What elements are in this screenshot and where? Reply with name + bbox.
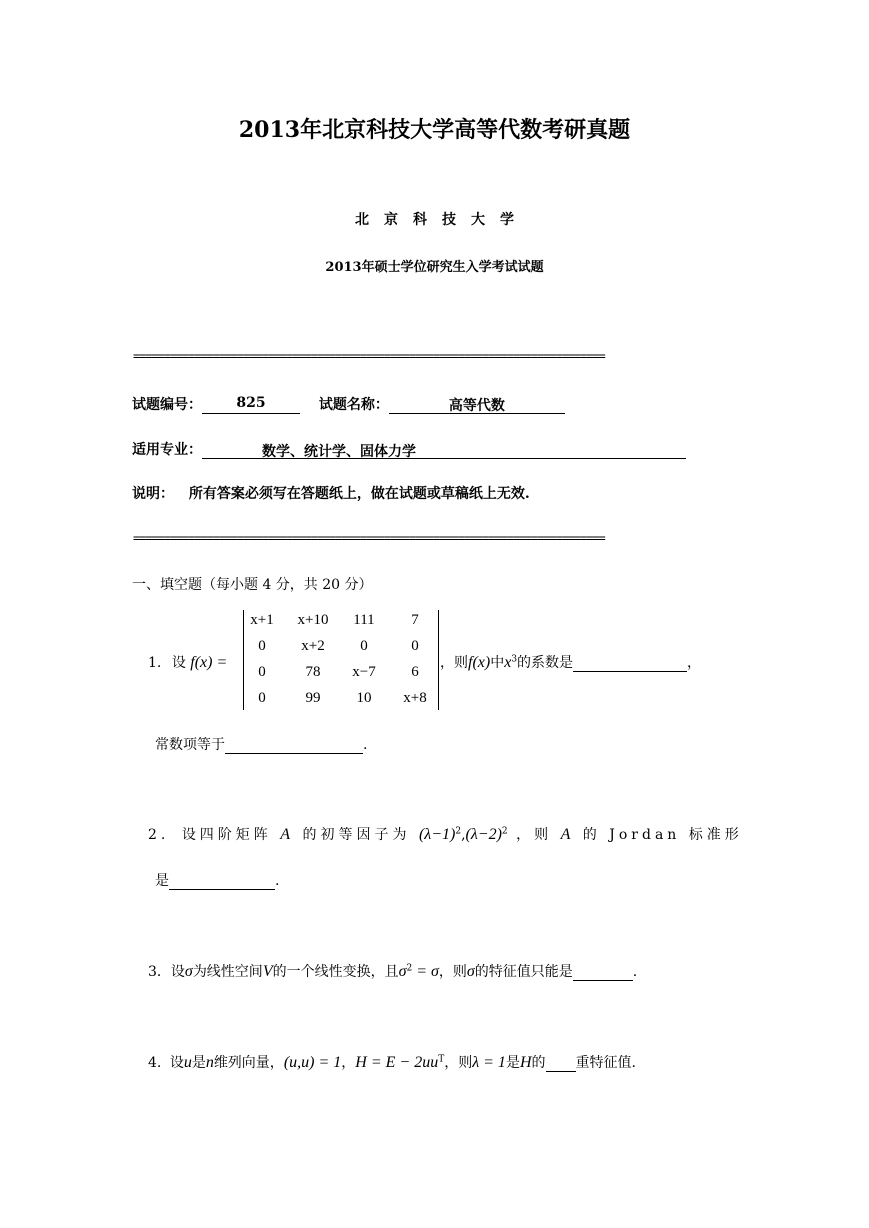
q2-text-c: ，则 (516, 827, 553, 843)
q3-eq: σ (398, 963, 407, 980)
document-title: 2013年北京科技大学高等代数考研真题 (238, 117, 631, 143)
matrix-cell: x−7 (352, 664, 376, 680)
matrix-cell: 10 (356, 690, 372, 706)
q3-line (148, 961, 637, 981)
note-row (132, 483, 530, 503)
q4-transpose: T (438, 1054, 445, 1065)
q1-fx: f(x) = (190, 654, 228, 671)
major-label: 适用专业： (132, 442, 202, 458)
q2-A2: A (560, 826, 575, 843)
q4-H-definition: H = E − 2uu (355, 1054, 439, 1071)
q2-end: . (275, 873, 280, 889)
q1-text-a: ，则 (440, 655, 468, 671)
q3-text-a: 设 (170, 964, 185, 980)
q1-text-b: 中 (490, 655, 505, 671)
matrix-cell: 0 (411, 638, 419, 654)
exam-name-value: 高等代数 (389, 395, 565, 414)
exam-name-label: 试题名称： (318, 397, 389, 413)
q2-text-a: 设四阶矩阵 (181, 827, 272, 843)
q4-answer-blank[interactable] (546, 1055, 576, 1072)
exam-code-value: 825 (202, 395, 300, 414)
matrix-cell: x+10 (297, 612, 329, 628)
q3-text-b: 为线性空间 (192, 964, 263, 980)
university-name: 北京科技大学 (355, 212, 529, 228)
matrix-cell: 7 (411, 612, 419, 628)
major-value: 数学、统计学、固体力学 (202, 441, 686, 459)
q1-line2-text: 常数项等于 (155, 737, 225, 753)
matrix-cell: x+1 (250, 612, 274, 628)
q1-fx2: f(x) (468, 654, 491, 671)
q3-eq-rest: = σ (412, 963, 439, 980)
q2-answer-blank[interactable] (169, 873, 275, 890)
matrix-cell: 0 (258, 638, 266, 654)
q2-line2-text: 是 (155, 873, 169, 889)
q4-n: n (205, 1054, 214, 1071)
q4-text-c: 维列向量， (213, 1055, 284, 1071)
q4-number: 4. (148, 1055, 162, 1071)
q2-separator: , (461, 827, 466, 843)
q1-x: x (504, 654, 512, 671)
q3-answer-blank[interactable] (573, 964, 633, 981)
q4-text-g: 的 (531, 1055, 546, 1071)
q3-text-d: ，则 (438, 964, 467, 980)
q3-sigma2: σ (466, 963, 475, 980)
q4-u: u (183, 1054, 192, 1071)
q2-text-b: 的初等因子为 (302, 827, 411, 843)
matrix-cell: x+8 (403, 690, 427, 706)
exam-code-label: 试题编号： (132, 397, 202, 413)
q2-factor-2: (λ−2) (465, 826, 502, 843)
matrix-cell: 99 (305, 690, 321, 706)
determinant-matrix (243, 610, 439, 710)
q2-power-2: 2 (501, 826, 508, 837)
q4-text-f: 是 (505, 1055, 520, 1071)
q1-text-c: 的系数是 (517, 655, 574, 671)
q2-line2 (155, 870, 279, 890)
exam-subtitle: 2013年硕士学位研究生入学考试试题 (325, 260, 544, 275)
q4-text-e: ，则 (444, 1055, 473, 1071)
q3-eq-power: 2 (406, 963, 413, 974)
matrix-cell: 111 (353, 612, 375, 628)
q4-line (148, 1052, 636, 1072)
q4-inner-product: (u,u) = 1 (283, 1054, 342, 1071)
matrix-cell: 0 (360, 638, 368, 654)
q2-line1 (148, 824, 743, 844)
q3-sigma: σ (184, 963, 193, 980)
q3-V: V (262, 963, 273, 980)
q3-text-e: 的特征值只能是 (474, 964, 573, 980)
q1-line2 (155, 734, 367, 754)
section-heading: 一、填空题（每小题 4 分，共 20 分） (132, 577, 373, 593)
separator-top: ============================================================================= (133, 349, 605, 363)
matrix-cell: x+2 (301, 638, 325, 654)
q4-H: H (519, 1054, 532, 1071)
q4-text-a: 设 (169, 1055, 184, 1071)
q1-prefix: 设 (171, 655, 186, 671)
q2-power-1: 2 (455, 826, 462, 837)
q1-end: . (363, 737, 368, 753)
q4-lambda: λ = 1 (472, 1054, 506, 1071)
matrix-cell: 78 (305, 664, 321, 680)
q2-text-d: 的 Jordan 标准形 (582, 827, 743, 843)
separator-bottom: ============================================================================= (133, 531, 605, 545)
q3-number: 3． (148, 964, 171, 980)
q4-text-d: ， (341, 1055, 356, 1071)
q2-factor-1: (λ−1) (418, 826, 456, 843)
q1-comma: ， (687, 655, 702, 671)
matrix-cell: 6 (411, 664, 419, 680)
note-text: 所有答案必须写在答题纸上，做在试题或草稿纸上无效. (188, 486, 530, 502)
q2-A: A (280, 826, 295, 843)
q3-text-c: 的一个线性变换，且 (272, 964, 399, 980)
note-label: 说明： (132, 486, 174, 502)
q4-text-h: 重特征值. (575, 1055, 636, 1071)
q3-end: . (632, 964, 638, 980)
major-row (132, 439, 686, 459)
q1-lead (148, 652, 227, 672)
q1-tail (440, 652, 701, 672)
matrix-cell: 0 (258, 690, 266, 706)
q4-text-b: 是 (191, 1055, 206, 1071)
q1-answer-blank-1[interactable] (573, 655, 687, 672)
q1-power: 3 (511, 654, 518, 665)
q1-number: 1. (148, 655, 162, 671)
q1-answer-blank-2[interactable] (225, 737, 363, 754)
matrix-cell: 0 (258, 664, 266, 680)
exam-code-row (132, 394, 565, 414)
q2-number: 2. (148, 827, 170, 843)
